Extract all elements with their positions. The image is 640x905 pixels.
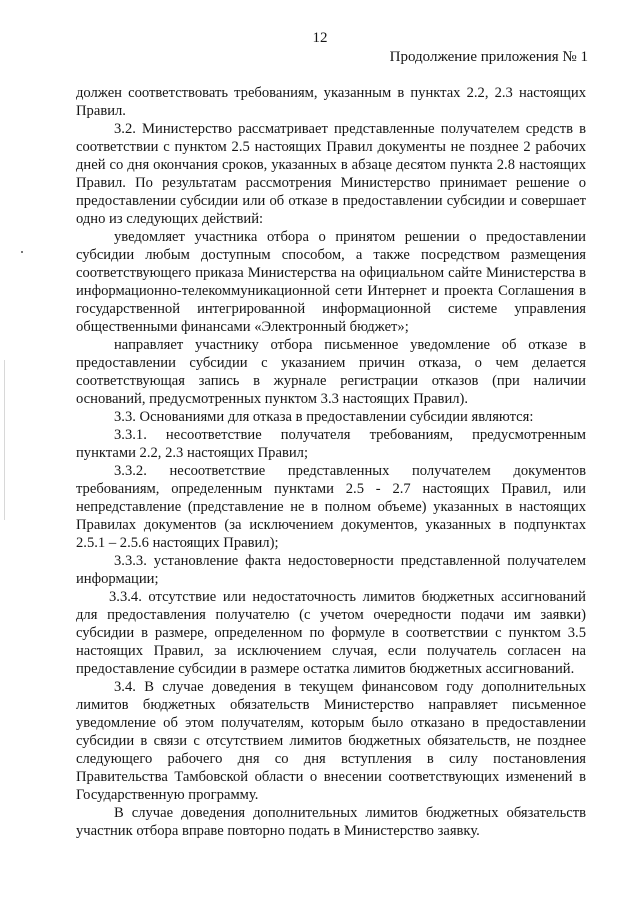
- paragraph-additional-limits: В случае доведения дополнительных лимитов бюджетных обязательств участник отбора вправе повторно подать в Министерство заявку.: [76, 805, 586, 839]
- paragraph-3-3-4: 3.3.4. отсутствие или недостаточность лимитов бюджетных ассигнований для предоставления получателю (с учетом очередности подачи им заявки) субсидии в размере, определенном по формуле в соответствии с пунктом 3.5 настоящих Правил, за исключением случая, если получатель согласен на предоставление субсидии в размере остатка лимитов бюджетных ассигнований.: [76, 589, 586, 677]
- paragraph-notify-approval: уведомляет участника отбора о принятом решении о предоставлении субсидии любым доступным способом, а также посредством размещения соответствующего приказа Министерства на официальном сайте Министерства в информационно-телекоммуникационной сети Интернет и проекта Соглашения в государственной интегрированной информационной системе управления общественными финансами «Электронный бюджет»;: [76, 229, 586, 335]
- paragraph-3-4: 3.4. В случае доведения в текущем финансовом году дополнительных лимитов бюджетных обязательств Министерство направляет письменное уведомление об этом получателям, которым было отказано в предоставлении субсидии в связи с отсутствием лимитов бюджетных обязательств, не позднее следующего рабочего дня со дня вступления в силу постановления Правительства Тамбовской области о внесении соответствующих изменений в Государственную программу.: [76, 679, 586, 803]
- paragraph-3-3-2: 3.3.2. несоответствие представленных получателем документов требованиям, определенным пунктами 2.5 - 2.7 настоящих Правил, или непредставление (представление не в полном объеме) указанных в настоящих Правилах документов (за исключением документов, указанных в подпунктах 2.5.1 – 2.5.6 настоящих Правил);: [76, 463, 586, 551]
- paragraph-3-3: 3.3. Основаниями для отказа в предоставлении субсидии являются:: [114, 409, 534, 425]
- scan-margin-mark: [21, 251, 23, 253]
- paragraph-notify-refusal: направляет участнику отбора письменное уведомление об отказе в предоставлении субсидии с указанием причин отказа, о чем делается соответствующая запись в журнале регистрации отказов (при наличии оснований, предусмотренных пунктом 3.3 настоящих Правил).: [76, 337, 586, 407]
- document-body: [76, 84, 586, 840]
- paragraph-3-2: 3.2. Министерство рассматривает представленные получателем средств в соответствии с пунктом 2.5 настоящих Правил документы не позднее 2 рабочих дней со дня окончания сроков, указанных в абзаце десятом пункта 2.8 настоящих Правил. По результатам рассмотрения Министерство принимает решение о предоставлении субсидии или об отказе в предоставлении субсидии и совершает одно из следующих действий:: [76, 121, 586, 227]
- scan-edge-line: [4, 360, 5, 520]
- appendix-continuation-header: Продолжение приложения № 1: [389, 49, 588, 65]
- paragraph-3-3-1: 3.3.1. несоответствие получателя требованиям, предусмотренным пунктами 2.2, 2.3 настоящих Правил;: [76, 427, 586, 461]
- paragraph-continuation: должен соответствовать требованиям, указанным в пунктах 2.2, 2.3 настоящих Правил.: [76, 85, 586, 119]
- page-number: 12: [312, 30, 328, 46]
- paragraph-3-3-3: 3.3.3. установление факта недостоверности представленной получателем информации;: [76, 553, 586, 587]
